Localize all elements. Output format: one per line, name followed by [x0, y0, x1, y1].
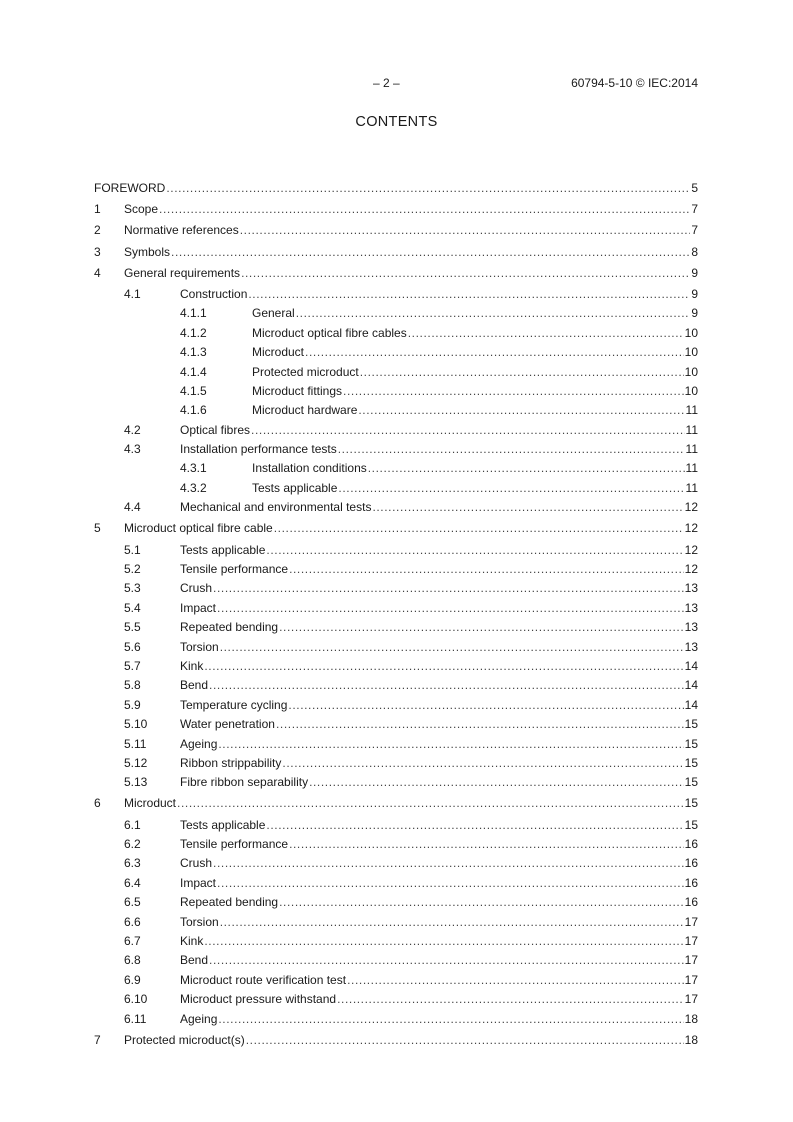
toc-entry-number: 4 — [94, 265, 101, 280]
toc-entry-title: Normative references — [124, 223, 239, 238]
toc-entry[interactable] — [94, 893, 698, 912]
dot-leader — [166, 179, 690, 198]
toc-entry[interactable] — [94, 541, 698, 560]
toc-entry[interactable] — [94, 676, 698, 695]
toc-entry-title: FOREWORD — [94, 181, 166, 195]
toc-entry-title: Bend — [180, 678, 209, 693]
dot-leader — [337, 990, 684, 1009]
toc-entry[interactable] — [94, 401, 698, 420]
toc-entry-page: 10 — [684, 383, 698, 398]
toc-entry-number: 5.8 — [124, 678, 141, 693]
toc-entry-title: Ribbon strippability — [180, 755, 282, 770]
toc-entry-title: Microduct — [124, 796, 177, 811]
toc-entry-number: 3 — [94, 244, 101, 259]
toc-entry-number: 5.1 — [124, 542, 141, 557]
toc-entry-number: 6.4 — [124, 875, 141, 890]
toc-entry-number: 6.2 — [124, 837, 141, 852]
toc-entry[interactable] — [94, 264, 698, 283]
toc-entry-page: 13 — [684, 600, 698, 615]
dot-leader — [177, 794, 684, 813]
toc-entry[interactable] — [94, 913, 698, 932]
dot-leader — [358, 401, 684, 420]
toc-entry-page: 9 — [691, 265, 698, 280]
toc-entry-page: 10 — [684, 325, 698, 340]
toc-entry-number: 4.4 — [124, 500, 141, 515]
toc-entry[interactable] — [94, 1031, 698, 1050]
toc-entry-page: 11 — [685, 461, 698, 476]
toc-entry-page: 10 — [684, 364, 698, 379]
toc-entry-page: 9 — [691, 286, 698, 301]
dot-leader — [276, 715, 684, 734]
toc-entry[interactable] — [94, 638, 698, 657]
dot-leader — [248, 285, 690, 304]
toc-entry[interactable] — [94, 519, 698, 538]
toc-entry-title: General requirements — [124, 265, 241, 280]
toc-entry[interactable] — [94, 854, 698, 873]
dot-leader — [305, 343, 684, 362]
toc-entry-number: 2 — [94, 223, 101, 238]
toc-entry-title: Torsion — [180, 639, 219, 654]
toc-entry[interactable] — [94, 773, 698, 792]
toc-entry-page: 14 — [684, 678, 698, 693]
toc-entry-title: Kink — [180, 934, 204, 949]
toc-entry-title: Kink — [180, 658, 204, 673]
toc-entry-page: 15 — [684, 817, 698, 832]
toc-entry-title: Torsion — [180, 914, 219, 929]
toc-entry-page: 13 — [684, 639, 698, 654]
toc-entry-number: 5.3 — [124, 581, 141, 596]
toc-entry[interactable] — [94, 951, 698, 970]
toc-entry-title: Crush — [180, 581, 213, 596]
toc-entry-number: 5.12 — [124, 755, 148, 770]
toc-entry-title: Repeated bending — [180, 895, 279, 910]
toc-entry-number: 4.3 — [124, 442, 141, 457]
toc-entry[interactable] — [94, 618, 698, 637]
toc-entry-title: Microduct pressure withstand — [180, 992, 337, 1007]
dot-leader — [220, 913, 684, 932]
toc-entry-number: 6.3 — [124, 856, 141, 871]
toc-entry-page: 5 — [691, 181, 698, 195]
toc-entry-page: 13 — [684, 620, 698, 635]
toc-entry-number: 5.11 — [124, 736, 147, 751]
toc-entry-page: 11 — [685, 422, 698, 437]
dot-leader — [279, 893, 684, 912]
toc-entry-title: Bend — [180, 953, 209, 968]
dot-leader — [289, 560, 684, 579]
toc-entry[interactable] — [94, 498, 698, 517]
toc-entry-page: 17 — [684, 953, 698, 968]
dot-leader — [241, 264, 690, 283]
toc-entry-title: Water penetration — [180, 717, 275, 732]
toc-entry-number: 5.5 — [124, 620, 141, 635]
toc-entry[interactable] — [94, 285, 698, 304]
toc-entry-page: 18 — [684, 1032, 698, 1047]
toc-entry-number: 5 — [94, 521, 101, 536]
toc-entry-number: 6.1 — [124, 817, 141, 832]
toc-entry-number: 4.1.4 — [180, 364, 207, 379]
toc-entry[interactable] — [94, 243, 698, 262]
dot-leader — [240, 221, 691, 240]
dot-leader — [209, 951, 684, 970]
toc-entry-number: 4.2 — [124, 422, 141, 437]
toc-entry-page: 16 — [684, 856, 698, 871]
toc-entry[interactable] — [94, 421, 698, 440]
dot-leader — [204, 657, 683, 676]
dot-leader — [347, 971, 684, 990]
toc-entry-page: 17 — [684, 992, 698, 1007]
toc-entry-title: Fibre ribbon separability — [180, 775, 309, 790]
table-of-contents — [94, 179, 698, 1052]
dot-leader — [309, 773, 684, 792]
toc-entry-number: 4.1.1 — [180, 306, 207, 321]
toc-entry-number: 4.1.2 — [180, 325, 207, 340]
toc-entry[interactable] — [94, 599, 698, 618]
page-title: CONTENTS — [355, 114, 438, 130]
dot-leader — [213, 854, 684, 873]
toc-entry[interactable] — [94, 200, 698, 219]
toc-entry[interactable] — [94, 735, 698, 754]
toc-entry[interactable] — [94, 971, 698, 990]
toc-entry-title: Tensile performance — [180, 837, 289, 852]
toc-entry[interactable] — [94, 874, 698, 893]
toc-entry[interactable] — [94, 579, 698, 598]
toc-entry-title: Microduct hardware — [252, 403, 358, 418]
toc-entry-number: 5.6 — [124, 639, 141, 654]
toc-entry[interactable] — [94, 324, 698, 343]
toc-entry[interactable] — [94, 696, 698, 715]
toc-entry-title: Crush — [180, 856, 213, 871]
toc-entry-title: Impact — [180, 875, 217, 890]
toc-entry-page: 16 — [684, 895, 698, 910]
toc-entry-title: Symbols — [124, 244, 171, 259]
toc-entry-page: 7 — [691, 202, 698, 217]
toc-entry-title: Repeated bending — [180, 620, 279, 635]
toc-entry-page: 17 — [684, 914, 698, 929]
toc-entry-page: 15 — [684, 736, 698, 751]
toc-entry-number: 6 — [94, 796, 101, 811]
toc-entry-page: 12 — [684, 500, 698, 515]
dot-leader — [159, 200, 690, 219]
toc-entry[interactable] — [94, 343, 698, 362]
toc-entry[interactable] — [94, 179, 698, 198]
toc-entry-page: 15 — [684, 717, 698, 732]
dot-leader — [274, 519, 684, 538]
dot-leader — [218, 735, 683, 754]
toc-entry[interactable] — [94, 363, 698, 382]
toc-entry-page: 11 — [685, 403, 698, 418]
toc-entry-title: Construction — [180, 286, 248, 301]
toc-entry-number: 4.3.1 — [180, 461, 207, 476]
toc-entry-title: Ageing — [180, 1011, 218, 1026]
dot-leader — [372, 498, 683, 517]
toc-entry-page: 9 — [691, 306, 698, 321]
toc-entry[interactable] — [94, 715, 698, 734]
toc-entry-page: 11 — [685, 480, 698, 495]
toc-entry-title: Protected microduct — [252, 364, 359, 379]
toc-entry-number: 4.1 — [124, 286, 141, 301]
toc-entry-number: 6.9 — [124, 972, 141, 987]
toc-entry[interactable] — [94, 835, 698, 854]
toc-entry[interactable] — [94, 657, 698, 676]
toc-entry-page: 17 — [684, 934, 698, 949]
toc-entry-page: 14 — [684, 658, 698, 673]
toc-entry-page: 15 — [684, 796, 698, 811]
dot-leader — [408, 324, 684, 343]
document-reference: 60794-5-10 © IEC:2014 — [571, 76, 698, 90]
toc-entry-title: Scope — [124, 202, 159, 217]
toc-entry-number: 6.8 — [124, 953, 141, 968]
toc-entry-number: 5.10 — [124, 717, 148, 732]
toc-entry-title: Temperature cycling — [180, 697, 288, 712]
dot-leader — [296, 304, 691, 323]
toc-entry-title: Installation performance tests — [180, 442, 337, 457]
toc-entry-page: 15 — [684, 775, 698, 790]
toc-entry-number: 1 — [94, 202, 101, 217]
dot-leader — [266, 816, 683, 835]
toc-entry[interactable] — [94, 794, 698, 813]
toc-entry[interactable] — [94, 932, 698, 951]
dot-leader — [217, 599, 684, 618]
toc-entry[interactable] — [94, 990, 698, 1009]
toc-entry[interactable] — [94, 560, 698, 579]
dot-leader — [279, 618, 684, 637]
toc-entry-title: Ageing — [180, 736, 218, 751]
toc-entry[interactable] — [94, 816, 698, 835]
toc-entry-title: Microduct fittings — [252, 383, 343, 398]
dot-leader — [209, 676, 684, 695]
toc-entry-title: General — [252, 306, 295, 321]
toc-entry-number: 6.6 — [124, 914, 141, 929]
toc-entry-page: 7 — [691, 223, 698, 238]
toc-entry-number: 7 — [94, 1032, 101, 1047]
toc-entry[interactable] — [94, 221, 698, 240]
toc-entry[interactable] — [94, 754, 698, 773]
toc-entry-title: Tests applicable — [180, 542, 266, 557]
toc-entry-title: Protected microduct(s) — [124, 1032, 245, 1047]
toc-entry-title: Mechanical and environmental tests — [180, 500, 372, 515]
toc-entry-number: 6.10 — [124, 992, 148, 1007]
toc-entry-title: Microduct optical fibre cables — [252, 325, 407, 340]
dot-leader — [251, 421, 685, 440]
toc-entry-number: 5.9 — [124, 697, 141, 712]
toc-entry-page: 12 — [684, 562, 698, 576]
toc-entry-number: 5.2 — [124, 562, 141, 576]
toc-entry-page: 16 — [684, 837, 698, 852]
toc-entry-number: 6.5 — [124, 895, 141, 910]
dot-leader — [213, 579, 684, 598]
dot-leader — [204, 932, 683, 951]
toc-entry-number: 4.1.3 — [180, 345, 207, 360]
toc-entry[interactable] — [94, 479, 698, 498]
toc-entry-page: 11 — [685, 442, 698, 457]
toc-entry-title: Microduct route verification test — [180, 972, 347, 987]
toc-entry-number: 5.4 — [124, 600, 141, 615]
toc-entry[interactable] — [94, 1010, 698, 1029]
toc-entry-title: Installation conditions — [252, 461, 367, 476]
toc-entry-title: Microduct — [252, 345, 305, 360]
dot-leader — [266, 541, 683, 560]
toc-entry-title: Tests applicable — [180, 817, 266, 832]
toc-entry-page: 14 — [684, 697, 698, 712]
toc-entry-page: 12 — [684, 521, 698, 536]
toc-entry-number: 4.1.6 — [180, 403, 207, 418]
toc-entry-title: Impact — [180, 600, 217, 615]
dot-leader — [338, 479, 684, 498]
dot-leader — [246, 1031, 684, 1050]
dot-leader — [171, 243, 690, 262]
toc-entry[interactable] — [94, 459, 698, 478]
toc-entry-number: 4.3.2 — [180, 480, 207, 495]
toc-entry-title: Tests applicable — [252, 480, 338, 495]
toc-entry-page: 13 — [684, 581, 698, 596]
page-number-header: – 2 – — [373, 76, 400, 90]
dot-leader — [288, 696, 683, 715]
toc-entry-page: 8 — [691, 244, 698, 259]
toc-entry-page: 18 — [684, 1011, 698, 1026]
toc-entry[interactable] — [94, 440, 698, 459]
dot-leader — [220, 638, 684, 657]
dot-leader — [338, 440, 685, 459]
dot-leader — [282, 754, 683, 773]
toc-entry-page: 15 — [684, 755, 698, 770]
dot-leader — [217, 874, 684, 893]
toc-entry-number: 6.7 — [124, 934, 141, 949]
toc-entry-title: Optical fibres — [180, 422, 251, 437]
toc-entry-page: 16 — [684, 875, 698, 890]
toc-entry-title: Tensile performance — [180, 562, 289, 576]
toc-entry-page: 10 — [684, 345, 698, 360]
toc-entry[interactable] — [94, 382, 698, 401]
dot-leader — [368, 459, 685, 478]
toc-entry-number: 5.7 — [124, 658, 141, 673]
dot-leader — [343, 382, 684, 401]
toc-entry-number: 5.13 — [124, 775, 148, 790]
toc-entry-title: Microduct optical fibre cable — [124, 521, 273, 536]
toc-entry-page: 12 — [684, 542, 698, 557]
toc-entry-page: 17 — [684, 972, 698, 987]
dot-leader — [360, 363, 684, 382]
dot-leader — [289, 835, 684, 854]
toc-entry-number: 6.11 — [124, 1011, 147, 1026]
toc-entry-number: 4.1.5 — [180, 383, 207, 398]
toc-entry[interactable] — [94, 304, 698, 323]
dot-leader — [218, 1010, 683, 1029]
